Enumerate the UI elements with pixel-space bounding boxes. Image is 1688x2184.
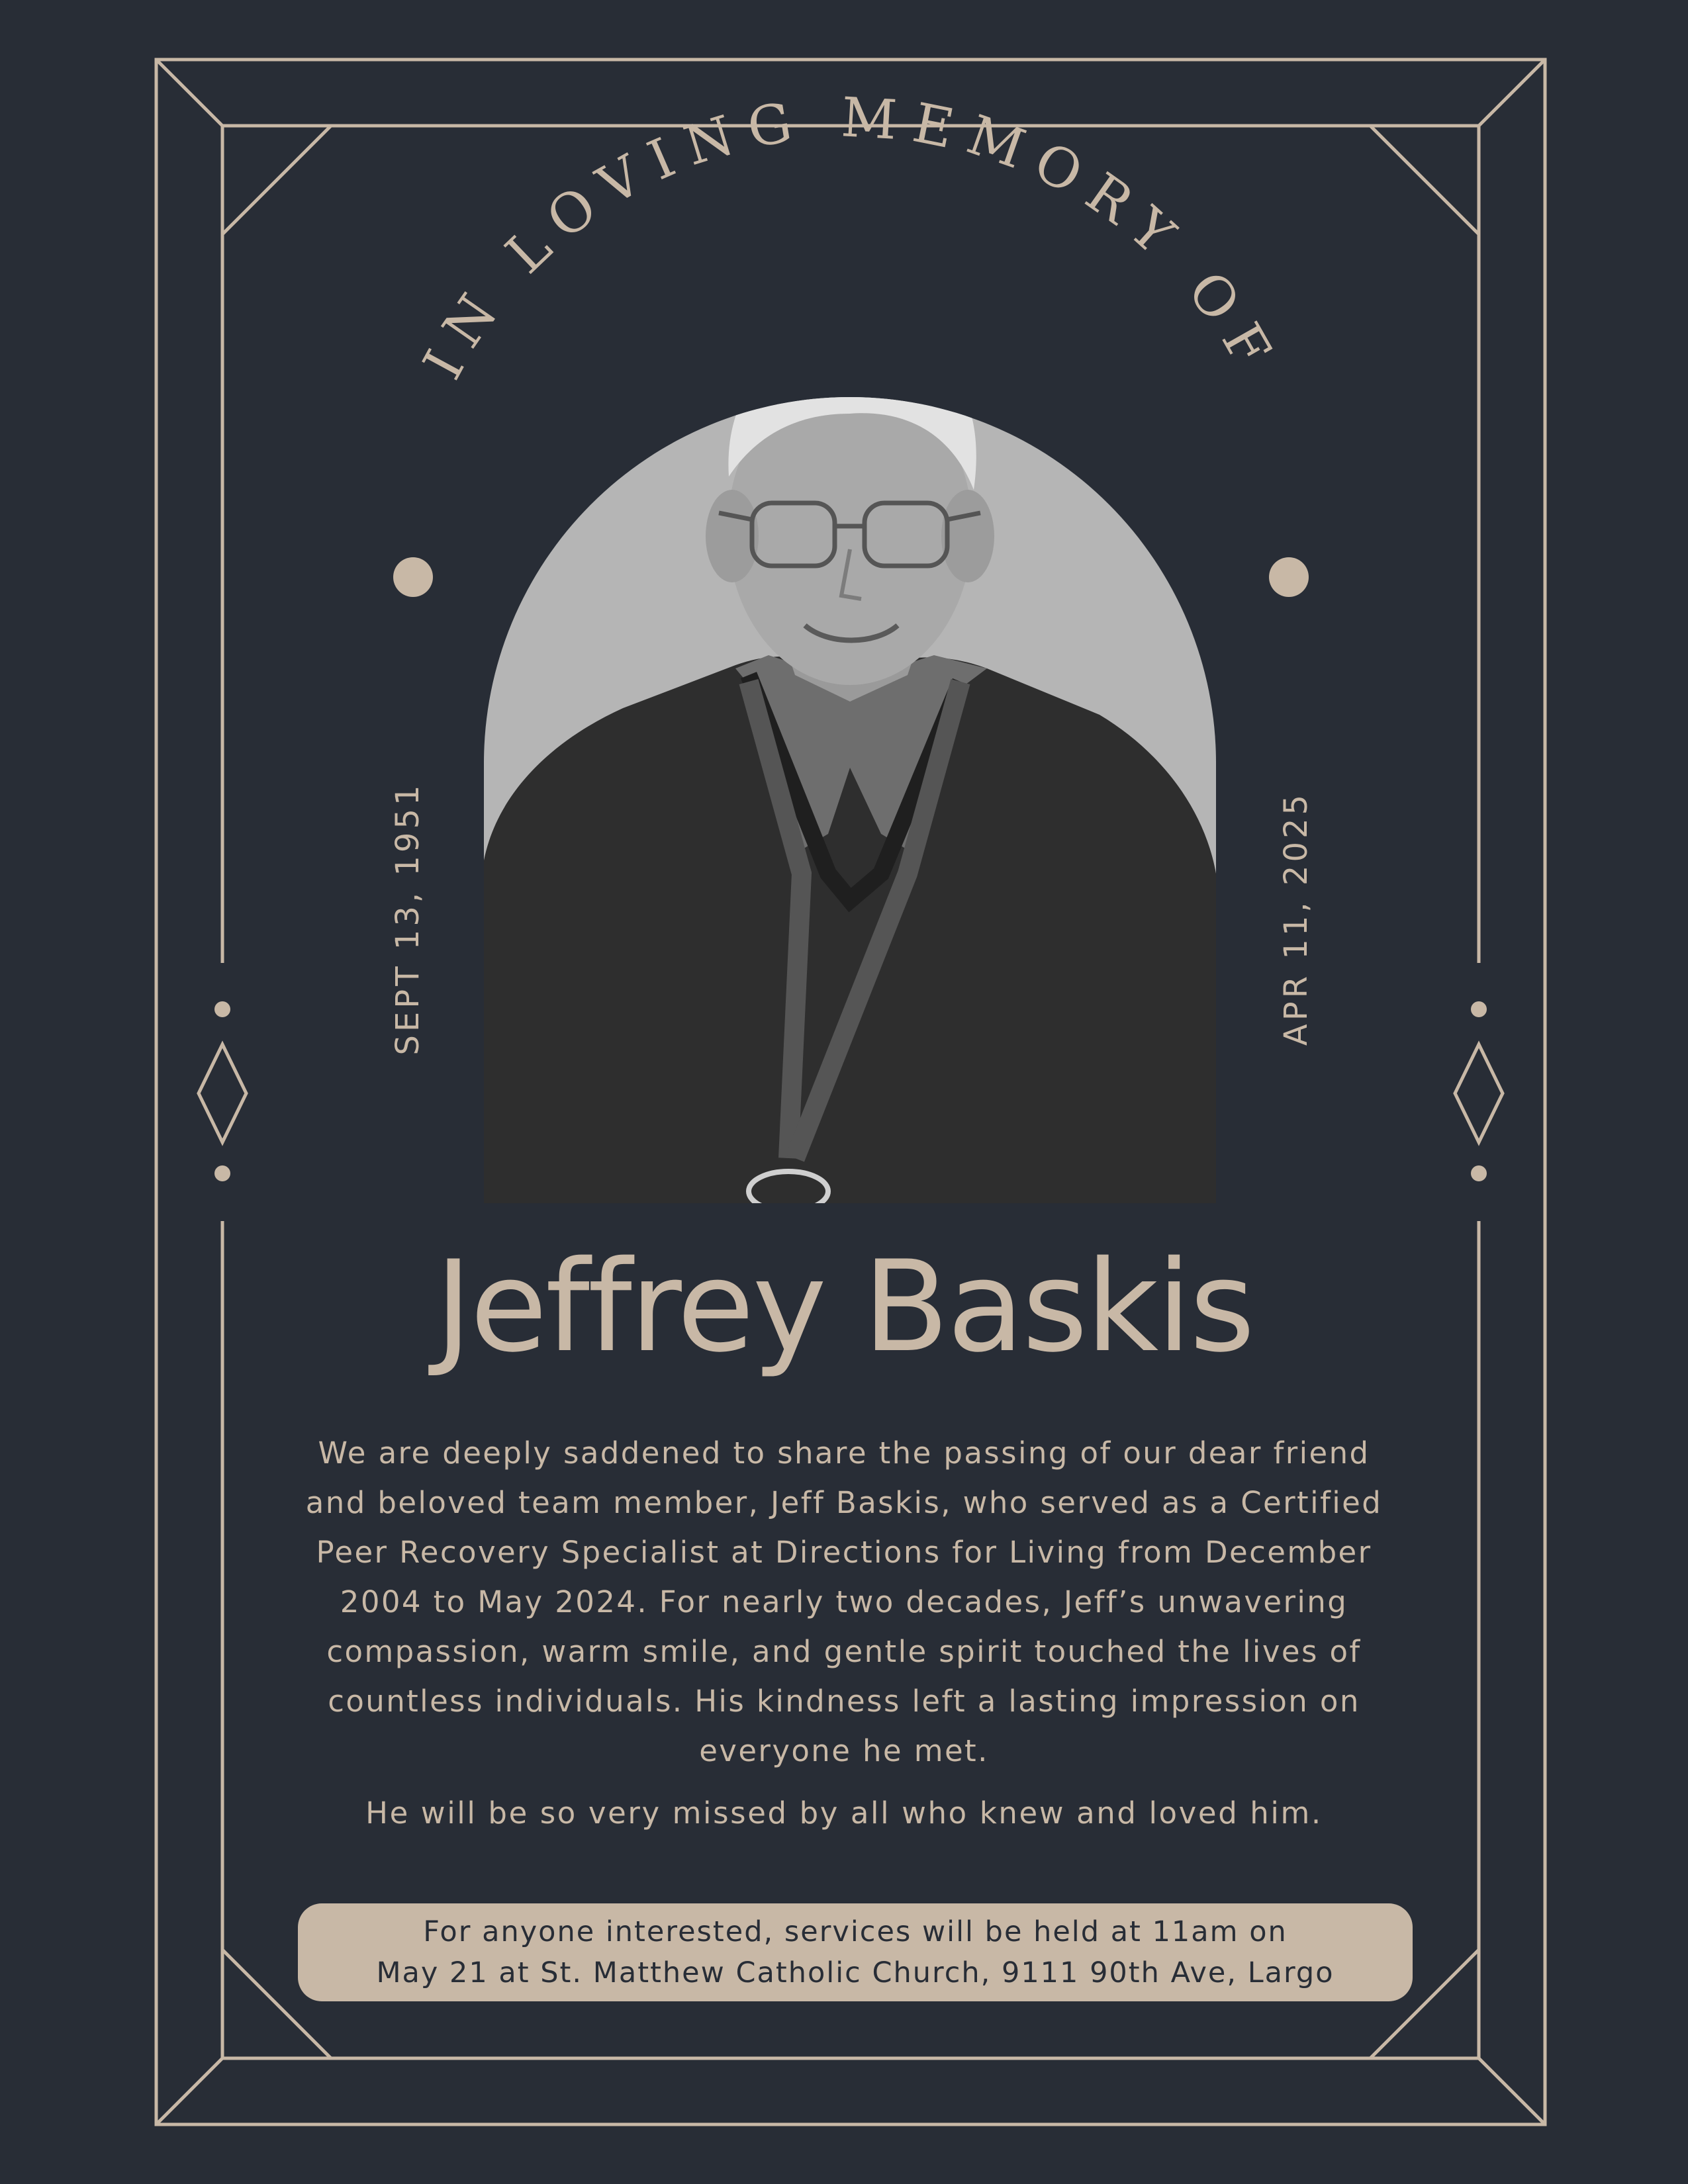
services-line-2: May 21 at St. Matthew Catholic Church, 9111 90th Ave, Largo: [376, 1956, 1335, 1989]
closing-line: He will be so very missed by all who knew and loved him.: [365, 1796, 1323, 1831]
svg-text:IN LOVING MEMORY OF: [412, 86, 1290, 389]
services-line-1: For anyone interested, services will be held at 11am on: [423, 1915, 1288, 1948]
death-date: APR 11, 2025: [1278, 791, 1315, 1046]
services-info-box: [298, 1903, 1413, 2001]
heading-text: IN LOVING MEMORY OF: [411, 86, 1290, 390]
deceased-name: Jeffrey Baskis: [435, 1234, 1253, 1380]
birth-date: SEPT 13, 1951: [389, 782, 426, 1056]
tribute-paragraph: We are deeply saddened to share the passing of our dear friend and beloved team member, Jeff Baskis, who served as a Certified Peer Recovery Specialist at Directions for Living from December 2004 to May 2024. For nearly two decades, Jeff’s unwavering compassion, warm smile, and gentle spirit touched the lives of countless individuals. His kindness left a lasting impression on everyone he met.: [305, 1435, 1383, 1768]
portrait-photo: [484, 397, 1216, 1203]
